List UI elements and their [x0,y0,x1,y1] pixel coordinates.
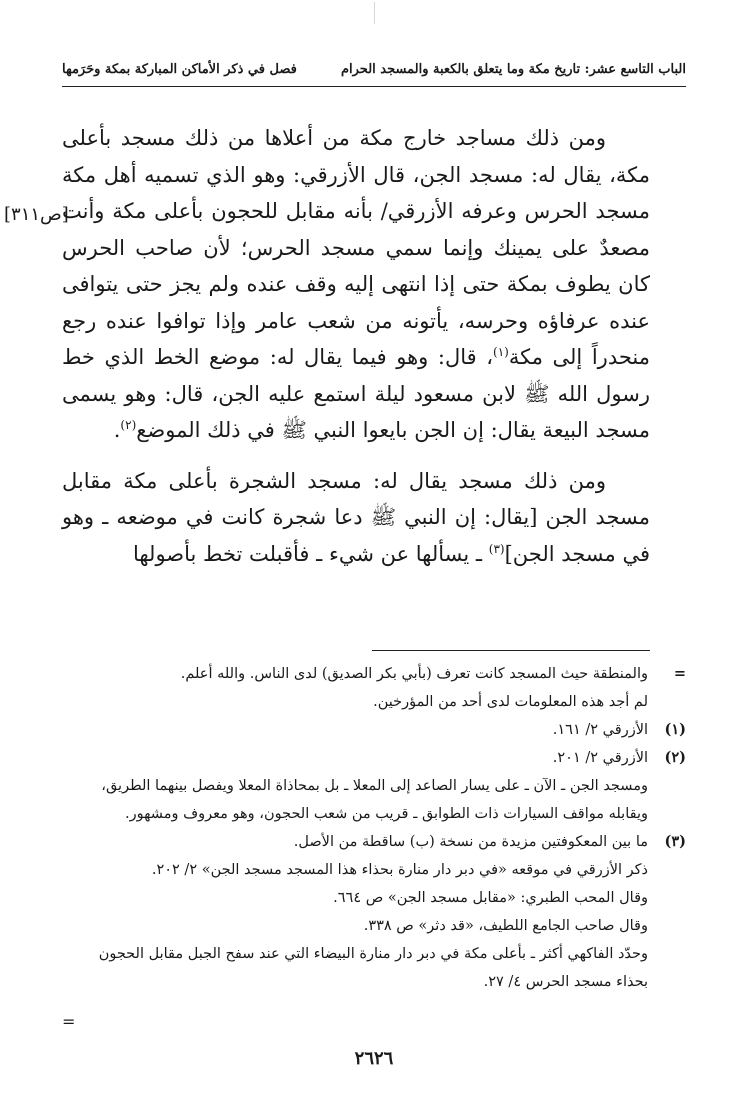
footnote-3-line: ذكر الأزرقي في موقعه «في دبر دار منارة بحذاء هذا المسجد مسجد الجن» ٢/ ٢٠٢. [151,862,648,878]
footnote-separator [372,650,650,651]
main-text [62,120,650,572]
paragraph-2-text-cont: ـ يسألها عن شيء ـ فأقبلت تخط بأصولها [132,541,489,566]
footnote-3-line: وقال صاحب الجامع اللطيف، «قد دثر» ص ٣٣٨. [363,918,648,934]
header-chapter-title: الباب التاسع عشر: تاريخ مكة وما يتعلق بالكعبة والمسجد الحرام [340,62,686,77]
footnote-1-marker: (١) [664,721,686,738]
footnote-2-text: الأزرقي ٢/ ٢٠١. [552,750,648,766]
paragraph-2-text: ومن ذلك مسجد يقال له: مسجد الشجرة بأعلى مكة مقابل مسجد الجن [يقال: إن النبي ﷺ دعا شجرة كانت في موضعه ـ وهو في مسجد الجن] [62,468,650,566]
footnote-continues-marker: = [62,1012,76,1031]
footnote-2-extra: ومسجد الجن ـ الآن ـ على يسار الصاعد إلى المعلا ـ بل بمحاذاة المعلا ويفصل بينهما الطريق، ويقابله مواقف السيارات ذات الطوابق ـ قريب من شعب الحجون، وهو معروف ومشهور. [101,778,648,822]
paragraph-1-text: ومن ذلك مساجد خارج مكة من أعلاها من ذلك مسجد بأعلى مكة، يقال له: مسجد الجن، قال الأزرقي: وهو الذي تسميه أهل مكة مسجد الحرس وعرفه الأزرقي/ بأنه مقابل للحجون بأعلى مكة وأنت مصعدٌ على يمينك وإنما سمي مسجد الحرس؛ لأن صاحب الحرس كان يطوف بمكة حتى إذا انتهى إليه وقف عنده ولم يجز حتى يتوافى عنده عرفاؤه وحرسه، يأتونه من شعب عامر وإذا توافوا عنده رجع منحدراً إلى مكة [62,126,650,369]
footnote-3-line: وقال المحب الطبري: «مقابل مسجد الجن» ص ٦٦٤. [333,890,648,906]
footnote-continued [96,660,686,716]
page-number: ٢٦٢٦ [354,1048,394,1069]
footnote-2 [96,744,686,828]
scan-mark [374,2,375,24]
footnote-continued-line: والمنطقة حيث المسجد كانت تعرف (بأبي بكر الصديق) لدى الناس. والله أعلم. [180,666,648,682]
header-section-title: فصل في ذكر الأماكن المباركة بمكة وحَرَمها [62,62,297,77]
footnote-3-marker: (٣) [664,833,686,850]
paragraph-1 [62,120,650,449]
footnote-1 [96,716,686,744]
footnotes [96,660,686,996]
continuation-marker: = [673,665,686,682]
footnote-ref-3: (٣) [488,541,505,556]
footnote-3-line: ما بين المعكوفتين مزيدة من نسخة (ب) ساقطة من الأصل. [293,834,648,850]
footnote-continued-line: لم أجد هذه المعلومات لدى أحد من المؤرخين. [373,694,648,710]
paragraph-1-text-cont: ، قال: وهو فيما يقال له: موضع الخط الذي خط رسول الله ﷺ لابن مسعود ليلة استمع عليه الجن، قال: وهو يسمى مسجد البيعة يقال: إن الجن بايعوا النبي ﷺ في ذلك الموضع [62,345,650,442]
paragraph-2 [62,463,650,573]
footnote-ref-2: (٢) [120,418,137,432]
header-rule [62,86,686,87]
footnote-3 [96,828,686,996]
footnote-2-marker: (٢) [664,749,686,766]
paragraph-1-end: . [113,418,121,442]
footnote-1-text: الأزرقي ٢/ ١٦١. [552,722,648,738]
footnote-3-line: وحدّد الفاكهي أكثر ـ بأعلى مكة في دبر دار منارة البيضاء التي عند سفح الجبل مقابل الحجون بحذاء مسجد الحرس ٤/ ٢٧. [98,946,648,990]
running-header [62,62,686,77]
margin-page-reference: [ص٣١١] [4,204,69,225]
footnote-ref-1: (١) [493,345,509,359]
